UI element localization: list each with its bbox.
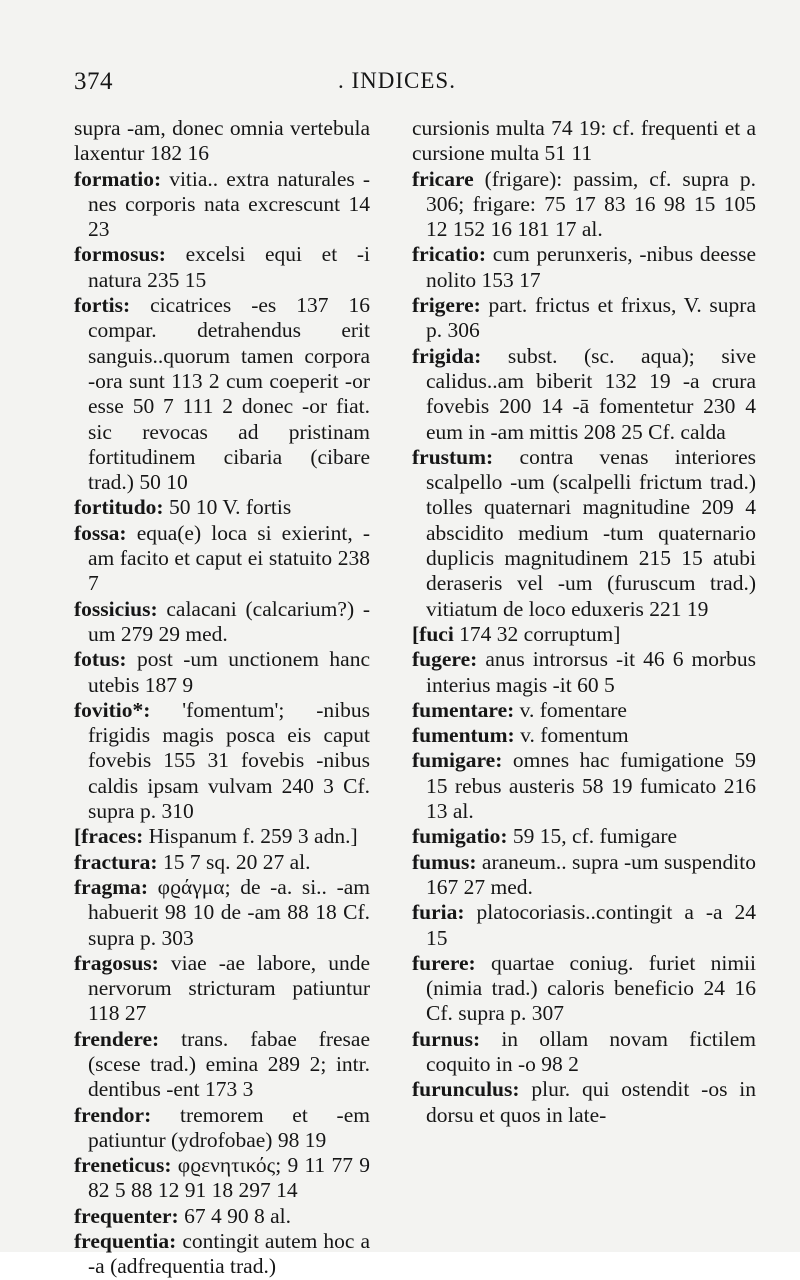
headword: furere: bbox=[412, 950, 476, 975]
headword: fotus: bbox=[74, 647, 127, 672]
headword: [fraces: bbox=[74, 824, 144, 849]
index-entry bbox=[412, 1027, 756, 1078]
index-entry bbox=[74, 824, 370, 849]
index-entry bbox=[74, 951, 370, 1027]
entry-text: v. fomentum bbox=[514, 723, 629, 748]
headword: fricatio: bbox=[412, 242, 487, 267]
index-entry bbox=[412, 167, 756, 243]
running-title: . INDICES. bbox=[338, 68, 456, 93]
headword: frendor: bbox=[74, 1102, 152, 1127]
headword: fortis: bbox=[74, 293, 131, 318]
right-column bbox=[412, 116, 756, 1128]
entry-text: viae -ae labore, unde nervorum stricturam patiuntur 118 27 bbox=[88, 950, 370, 1026]
headword: fossicius: bbox=[74, 596, 158, 621]
entry-text: cicatrices -es 137 16 compar. detrahendus erit sanguis..quorum tamen corpora -ora sunt 113 2 cum coeperit -or esse 50 7 111 2 donec -or fiat. sic revocas ad pristinam fortitudinem cibaria (cibare trad.) 50 10 bbox=[88, 293, 370, 495]
index-entry bbox=[74, 293, 370, 495]
headword: fugere: bbox=[412, 647, 478, 672]
entry-text: subst. (sc. aqua); sive calidus..am biberit 132 19 -a crura fovebis 200 14 -ā fomentetur 230 4 eum in -am mittis 208 25 Cf. calda bbox=[426, 343, 756, 444]
index-entry bbox=[74, 1229, 370, 1280]
page-header bbox=[0, 68, 800, 108]
headword: fossa: bbox=[74, 520, 127, 545]
headword: fragma: bbox=[74, 874, 149, 899]
index-entry bbox=[412, 344, 756, 445]
headword: frequenter: bbox=[74, 1203, 179, 1228]
entry-text: cursionis multa 74 19: cf. frequenti et a cursione multa 51 11 bbox=[412, 116, 756, 166]
headword: frequentia: bbox=[74, 1229, 177, 1254]
entry-text: φϱάγμα; de -a. si.. -am habuerit 98 10 de -am 88 18 Cf. supra p. 303 bbox=[88, 874, 370, 950]
headword: frustum: bbox=[412, 444, 494, 469]
entry-text: vitia.. extra naturales -nes corporis nata excrescunt 14 23 bbox=[88, 166, 370, 242]
entry-text: v. fomentare bbox=[514, 697, 627, 722]
entry-text: supra -am, donec omnia vertebula laxentur 182 16 bbox=[74, 116, 370, 166]
index-entry bbox=[412, 951, 756, 1027]
entry-text: 59 15, cf. fumigare bbox=[507, 824, 678, 849]
headword: freneticus: bbox=[74, 1153, 172, 1178]
headword: fricare bbox=[412, 166, 474, 191]
left-column bbox=[74, 116, 370, 1280]
index-entry bbox=[74, 698, 370, 824]
headword: formosus: bbox=[74, 242, 166, 267]
index-entry bbox=[74, 1153, 370, 1204]
index-entry bbox=[412, 824, 756, 849]
index-entry bbox=[412, 622, 756, 647]
headword: fumigatio: bbox=[412, 824, 508, 849]
index-entry bbox=[412, 242, 756, 293]
entry-text: quartae coniug. furiet nimii (nimia trad.) caloris beneficio 24 16 Cf. supra p. 307 bbox=[426, 950, 756, 1026]
entry-text: araneum.. supra -um suspendito 167 27 med. bbox=[426, 849, 756, 899]
entry-text: trans. fabae fresae (scese trad.) emina 289 2; intr. dentibus -ent 173 3 bbox=[88, 1026, 370, 1102]
headword: [fuci bbox=[412, 621, 454, 646]
index-entry bbox=[412, 1077, 756, 1128]
entry-text: omnes hac fumigatione 59 15 rebus austeris 58 19 fumicato 216 13 al. bbox=[426, 748, 756, 824]
index-entry bbox=[412, 748, 756, 824]
entry-text: contingit autem hoc a -a (adfrequentia trad.) bbox=[88, 1229, 370, 1279]
entry-text: part. frictus et frixus, V. supra p. 306 bbox=[426, 293, 756, 343]
entry-text: (frigare): passim, cf. supra p. 306; frigare: 75 17 83 16 98 15 105 12 152 16 181 17 al. bbox=[426, 166, 756, 242]
headword: fumentare: bbox=[412, 697, 515, 722]
entry-text: anus introrsus -it 46 6 morbus interius magis -it 60 5 bbox=[426, 647, 756, 697]
entry-text: in ollam novam fictilem coquito in -o 98 2 bbox=[426, 1026, 756, 1076]
entry-text: platocoriasis..contingit a -a 24 15 bbox=[426, 900, 756, 950]
headword: furunculus: bbox=[412, 1077, 520, 1102]
index-entry bbox=[74, 167, 370, 243]
index-entry bbox=[412, 850, 756, 901]
headword: formatio: bbox=[74, 166, 162, 191]
index-entry bbox=[412, 116, 756, 167]
index-entry bbox=[74, 875, 370, 951]
entry-text: 15 7 sq. 20 27 al. bbox=[157, 849, 311, 874]
entry-text: 174 32 corruptum] bbox=[453, 621, 621, 646]
headword: fumigare: bbox=[412, 748, 503, 773]
headword: fractura: bbox=[74, 849, 158, 874]
headword: fumentum: bbox=[412, 723, 515, 748]
index-entry bbox=[74, 1103, 370, 1154]
entry-text: Hispanum f. 259 3 adn.] bbox=[143, 824, 358, 849]
index-entry bbox=[74, 647, 370, 698]
index-entry bbox=[74, 521, 370, 597]
index-entry bbox=[412, 293, 756, 344]
index-entry bbox=[74, 495, 370, 520]
index-entry bbox=[74, 242, 370, 293]
headword: frigida: bbox=[412, 343, 482, 368]
entry-text: plur. qui ostendit -os in dorsu et quos in late- bbox=[426, 1077, 756, 1127]
index-entry bbox=[74, 116, 370, 167]
entry-text: tremorem et -em patiuntur (ydrofobae) 98 19 bbox=[88, 1102, 370, 1152]
headword: fortitudo: bbox=[74, 495, 164, 520]
entry-text: φϱενητικός; 9 11 77 9 82 5 88 12 91 18 297 14 bbox=[88, 1153, 370, 1203]
page-number: 374 bbox=[74, 68, 113, 95]
index-entry bbox=[74, 597, 370, 648]
index-entry bbox=[74, 1204, 370, 1229]
entry-text: post -um unctionem hanc utebis 187 9 bbox=[88, 647, 370, 697]
headword: fragosus: bbox=[74, 950, 159, 975]
entry-text: 'fomentum'; -nibus frigidis magis posca eis caput fovebis 155 31 fovebis -nibus caldis ipsam vulvam 240 3 Cf. supra p. 310 bbox=[88, 697, 370, 824]
index-entry bbox=[412, 445, 756, 622]
entry-text: cum perunxeris, -nibus deesse nolito 153 17 bbox=[426, 242, 756, 292]
index-entry bbox=[74, 850, 370, 875]
entry-text: calacani (calcarium?) -um 279 29 med. bbox=[88, 596, 370, 646]
entry-text: contra venas interiores scalpello -um (scalpelli frictum trad.) tolles quaternari magnitudine 209 4 abscidito medium -tum quaternario duplicis magnitudinem 215 15 atubi deraseris vel -um (furuscum trad.) vitiatum de loco eduxeris 221 19 bbox=[426, 444, 756, 621]
index-entry bbox=[412, 723, 756, 748]
index-entry bbox=[74, 1027, 370, 1103]
headword: furia: bbox=[412, 900, 465, 925]
headword: frendere: bbox=[74, 1026, 160, 1051]
entry-text: equa(e) loca si exierint, -am facito et caput ei statuito 238 7 bbox=[88, 520, 370, 596]
entry-text: 67 4 90 8 al. bbox=[178, 1203, 291, 1228]
headword: furnus: bbox=[412, 1026, 481, 1051]
headword: frigere: bbox=[412, 293, 481, 318]
headword: fovitio*: bbox=[74, 697, 151, 722]
headword: fumus: bbox=[412, 849, 477, 874]
entry-text: 50 10 V. fortis bbox=[163, 495, 292, 520]
index-entry bbox=[412, 647, 756, 698]
entry-text: excelsi equi et -i natura 235 15 bbox=[88, 242, 370, 292]
index-entry bbox=[412, 900, 756, 951]
index-entry bbox=[412, 698, 756, 723]
